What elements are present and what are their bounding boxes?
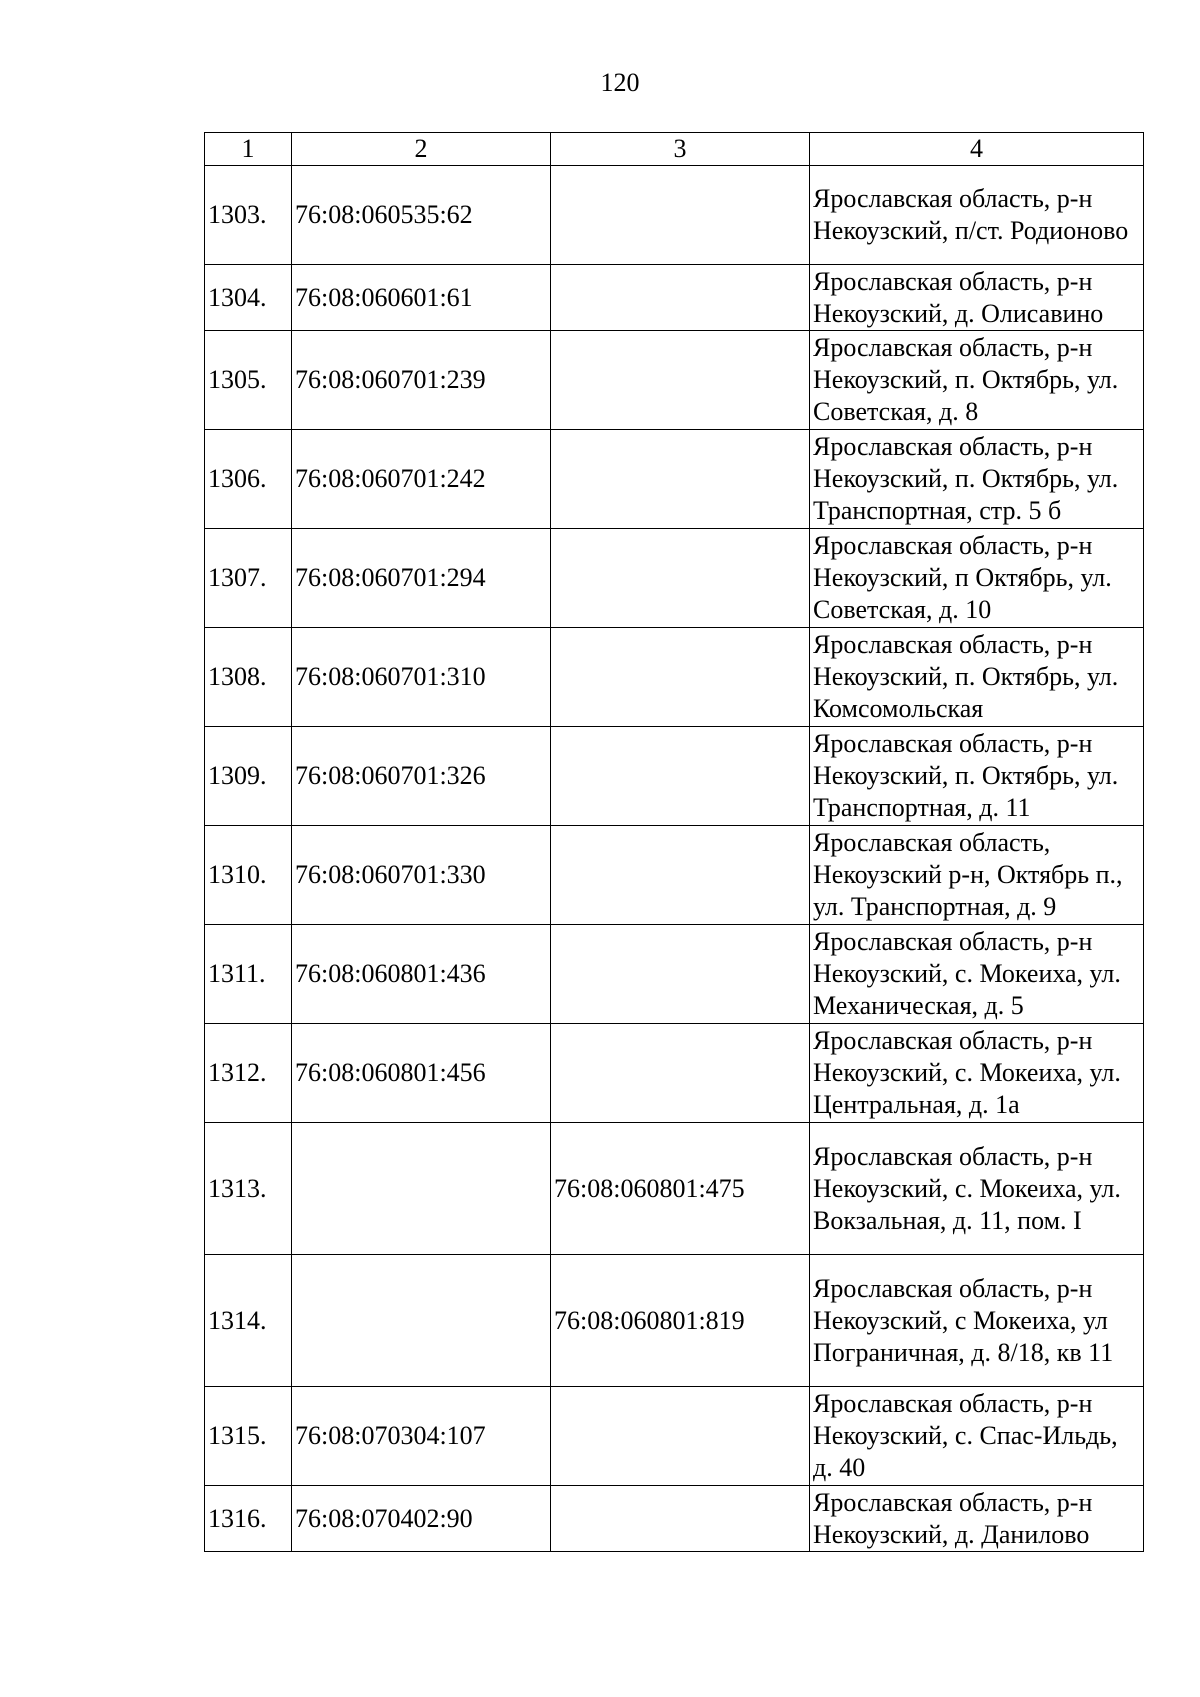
row-number: 1312. <box>205 1024 292 1123</box>
address-cell: Ярославская область, Некоузский р-н, Октябрь п., ул. Транспортная, д. 9 <box>810 826 1144 925</box>
table-row <box>205 1387 1144 1486</box>
row-number: 1306. <box>205 430 292 529</box>
cadastral-number-alt: 76:08:060801:475 <box>551 1123 810 1255</box>
row-number: 1309. <box>205 727 292 826</box>
cadastral-number-alt <box>551 331 810 430</box>
cadastral-number: 76:08:070402:90 <box>292 1486 551 1552</box>
column-header: 4 <box>810 133 1144 166</box>
table-row <box>205 628 1144 727</box>
address-cell: Ярославская область, р-н Некоузский, п. Октябрь, ул. Транспортная, д. 11 <box>810 727 1144 826</box>
table-row <box>205 826 1144 925</box>
address-cell: Ярославская область, р-н Некоузский, д. Данилово <box>810 1486 1144 1552</box>
row-number: 1307. <box>205 529 292 628</box>
column-header: 3 <box>551 133 810 166</box>
row-number: 1305. <box>205 331 292 430</box>
cadastral-number-alt: 76:08:060801:819 <box>551 1255 810 1387</box>
page-number: 120 <box>600 68 640 97</box>
cadastral-number-alt <box>551 430 810 529</box>
cadastral-number: 76:08:060801:456 <box>292 1024 551 1123</box>
cadastral-number: 76:08:060701:310 <box>292 628 551 727</box>
row-number: 1316. <box>205 1486 292 1552</box>
row-number: 1310. <box>205 826 292 925</box>
row-number: 1304. <box>205 265 292 331</box>
address-cell: Ярославская область, р-н Некоузский, с. Мокеиха, ул. Механическая, д. 5 <box>810 925 1144 1024</box>
address-cell: Ярославская область, р-н Некоузский, п/ст. Родионово <box>810 166 1144 265</box>
address-cell: Ярославская область, р-н Некоузский, с. Мокеиха, ул. Вокзальная, д. 11, пом. I <box>810 1123 1144 1255</box>
cadastral-number: 76:08:060701:294 <box>292 529 551 628</box>
row-number: 1315. <box>205 1387 292 1486</box>
address-cell: Ярославская область, р-н Некоузский, п Октябрь, ул. Советская, д. 10 <box>810 529 1144 628</box>
address-cell: Ярославская область, р-н Некоузский, с. Спас-Ильдь, д. 40 <box>810 1387 1144 1486</box>
table-row <box>205 529 1144 628</box>
cadastral-number-alt <box>551 727 810 826</box>
address-cell: Ярославская область, р-н Некоузский, с. Мокеиха, ул. Центральная, д. 1а <box>810 1024 1144 1123</box>
address-cell: Ярославская область, р-н Некоузский, п. Октябрь, ул. Комсомольская <box>810 628 1144 727</box>
row-number: 1314. <box>205 1255 292 1387</box>
cadastral-number: 76:08:060701:326 <box>292 727 551 826</box>
cadastral-number <box>292 1255 551 1387</box>
address-cell: Ярославская область, р-н Некоузский, п. Октябрь, ул. Советская, д. 8 <box>810 331 1144 430</box>
table-row <box>205 265 1144 331</box>
table-header-row <box>205 133 1144 166</box>
cadastral-number-alt <box>551 265 810 331</box>
cadastral-number <box>292 1123 551 1255</box>
column-header: 2 <box>292 133 551 166</box>
cadastral-number-alt <box>551 1024 810 1123</box>
cadastral-number-alt <box>551 529 810 628</box>
row-number: 1313. <box>205 1123 292 1255</box>
column-header: 1 <box>205 133 292 166</box>
table-row <box>205 1024 1144 1123</box>
address-cell: Ярославская область, р-н Некоузский, п. Октябрь, ул. Транспортная, стр. 5 б <box>810 430 1144 529</box>
table-row <box>205 1123 1144 1255</box>
cadastral-number-alt <box>551 166 810 265</box>
table-row <box>205 166 1144 265</box>
cadastral-number: 76:08:060801:436 <box>292 925 551 1024</box>
table-row <box>205 727 1144 826</box>
cadastral-number: 76:08:070304:107 <box>292 1387 551 1486</box>
cadastral-number-alt <box>551 1387 810 1486</box>
cadastral-number: 76:08:060601:61 <box>292 265 551 331</box>
cadastral-number-alt <box>551 826 810 925</box>
address-cell: Ярославская область, р-н Некоузский, д. Олисавино <box>810 265 1144 331</box>
table-row <box>205 925 1144 1024</box>
row-number: 1311. <box>205 925 292 1024</box>
cadastral-number-alt <box>551 628 810 727</box>
cadastral-number: 76:08:060701:330 <box>292 826 551 925</box>
cadastral-number: 76:08:060701:242 <box>292 430 551 529</box>
cadastral-number-alt <box>551 1486 810 1552</box>
table-row <box>205 1255 1144 1387</box>
table-row <box>205 430 1144 529</box>
row-number: 1303. <box>205 166 292 265</box>
cadastral-number: 76:08:060535:62 <box>292 166 551 265</box>
cadastral-number-alt <box>551 925 810 1024</box>
cadastral-number: 76:08:060701:239 <box>292 331 551 430</box>
row-number: 1308. <box>205 628 292 727</box>
registry-table <box>204 132 1144 1552</box>
table-row <box>205 1486 1144 1552</box>
address-cell: Ярославская область, р-н Некоузский, с Мокеиха, ул Пограничная, д. 8/18, кв 11 <box>810 1255 1144 1387</box>
table-row <box>205 331 1144 430</box>
